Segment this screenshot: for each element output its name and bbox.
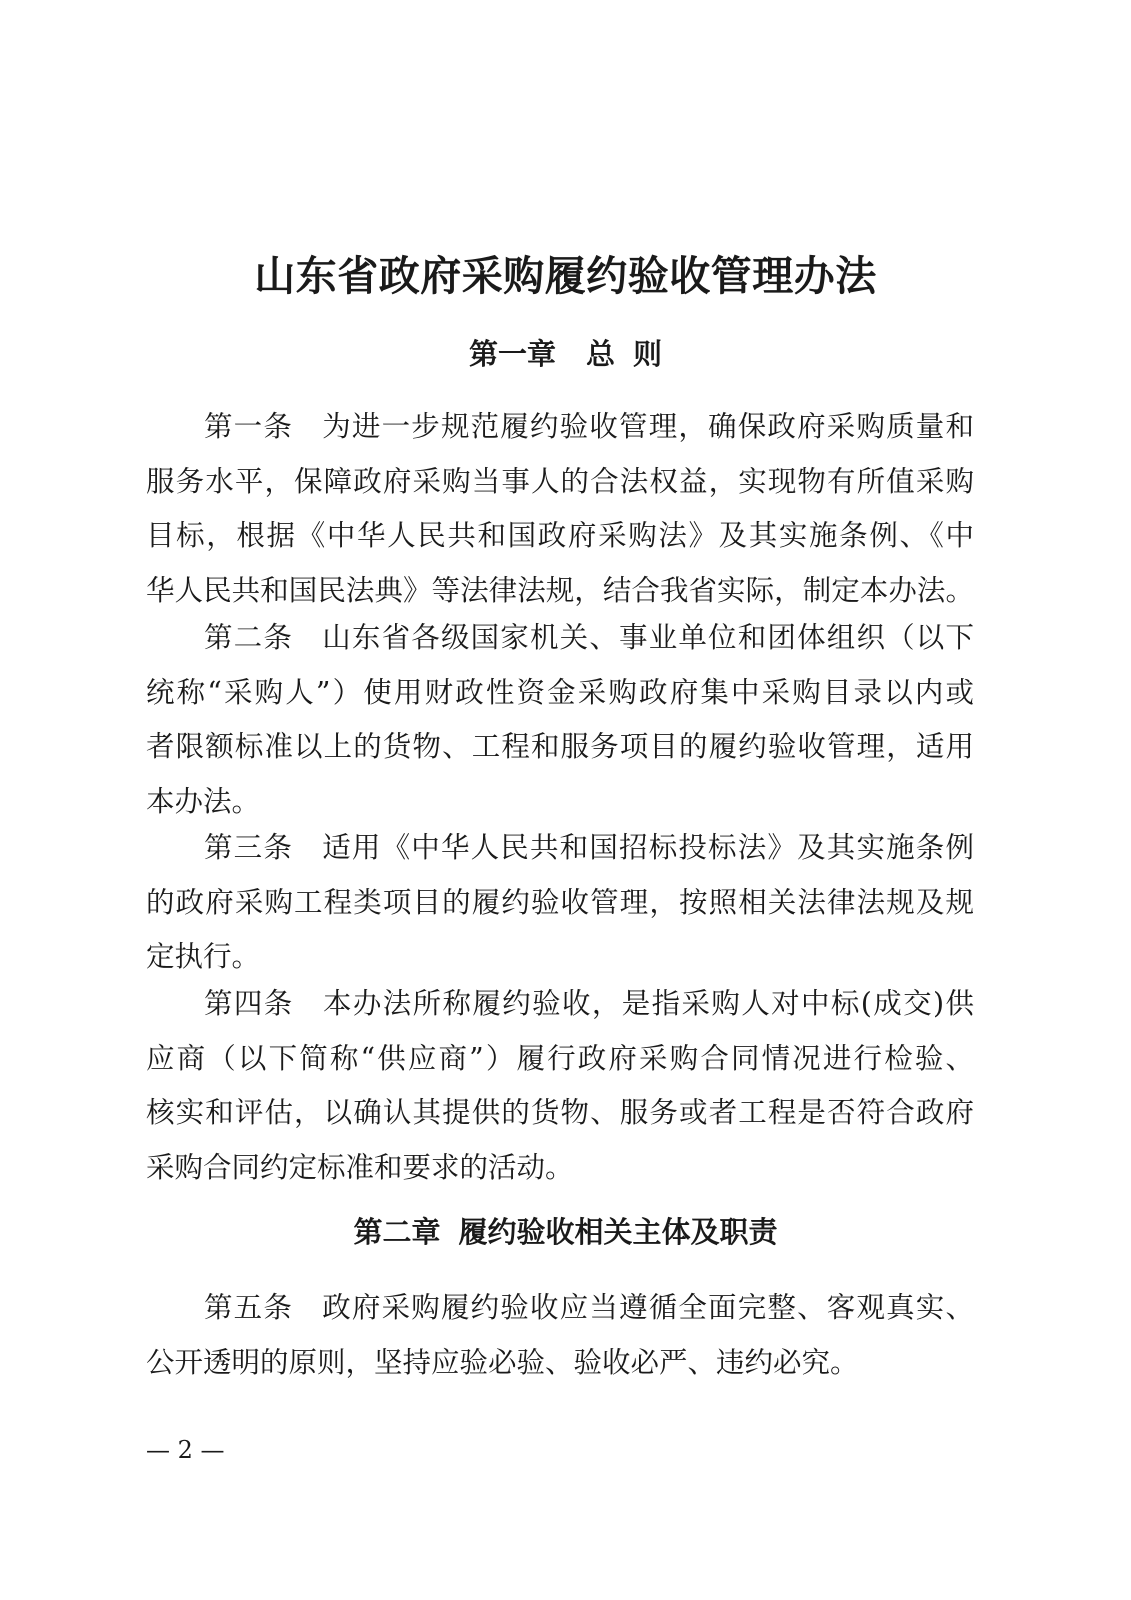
article-line: 公开透明的原则，坚持应验必验、验收必严、违约必究。: [146, 1345, 859, 1379]
article-label: 第一条: [204, 410, 294, 443]
chapter-heading-2: [0, 1212, 1131, 1252]
article-label: 第三条: [204, 831, 294, 864]
article-text: 为进一步规范履约验收管理，确保政府采购质量和: [321, 410, 974, 443]
article-4: [146, 977, 974, 1195]
article-line: [146, 977, 974, 1032]
article-line: 的政府采购工程类项目的履约验收管理，按照相关法律法规及规: [146, 885, 974, 919]
article-text: 山东省各级国家机关、事业单位和团体组织（以下: [321, 621, 974, 654]
article-line: 采购合同约定标准和要求的活动。: [146, 1150, 574, 1184]
article-line: 目标，根据《中华人民共和国政府采购法》及其实施条例、《中: [146, 519, 974, 552]
article-line: 应商（以下简称“供应商”）履行政府采购合同情况进行检验、: [146, 1041, 974, 1075]
article-text: 政府采购履约验收应当遵循全面完整、客观真实、: [321, 1291, 974, 1324]
article-line: 定执行。: [146, 940, 261, 973]
article-text: 适用《中华人民共和国招标投标法》及其实施条例: [321, 831, 974, 864]
article-line: 统称“采购人”）使用财政性资金采购政府集中采购目录以内或: [146, 675, 974, 709]
page-number: — 2 —: [146, 1436, 225, 1464]
article-2: [146, 611, 974, 829]
chapter-heading-1: [0, 334, 1131, 374]
article-label: 第四条: [204, 987, 294, 1020]
article-label: 第二条: [204, 621, 294, 654]
article-3: [146, 821, 974, 985]
article-line: [146, 400, 974, 455]
chapter-number: 第二章: [353, 1215, 441, 1249]
article-line: 华人民共和国民法典》等法律法规，结合我省实际，制定本办法。: [146, 573, 974, 607]
chapter-name-part: 则: [633, 337, 663, 371]
chapter-number: 第一章: [468, 337, 556, 371]
article-1: [146, 400, 974, 618]
article-line: 核实和评估，以确认其提供的货物、服务或者工程是否符合政府: [146, 1096, 974, 1129]
article-text: 本办法所称履约验收，是指采购人对中标(成交)供: [321, 987, 974, 1020]
article-line: 本办法。: [146, 784, 261, 818]
article-line: [146, 611, 974, 666]
article-line: 者限额标准以上的货物、工程和服务项目的履约验收管理，适用: [146, 730, 974, 763]
article-line: [146, 821, 974, 876]
article-label: 第五条: [204, 1291, 294, 1324]
article-line: 服务水平，保障政府采购当事人的合法权益，实现物有所值采购: [146, 464, 974, 498]
chapter-name: 履约验收相关主体及职责: [458, 1215, 778, 1249]
article-line: [146, 1281, 974, 1336]
chapter-name-part: 总: [585, 337, 615, 371]
article-5: [146, 1281, 974, 1390]
document-title: 山东省政府采购履约验收管理办法: [254, 252, 877, 300]
